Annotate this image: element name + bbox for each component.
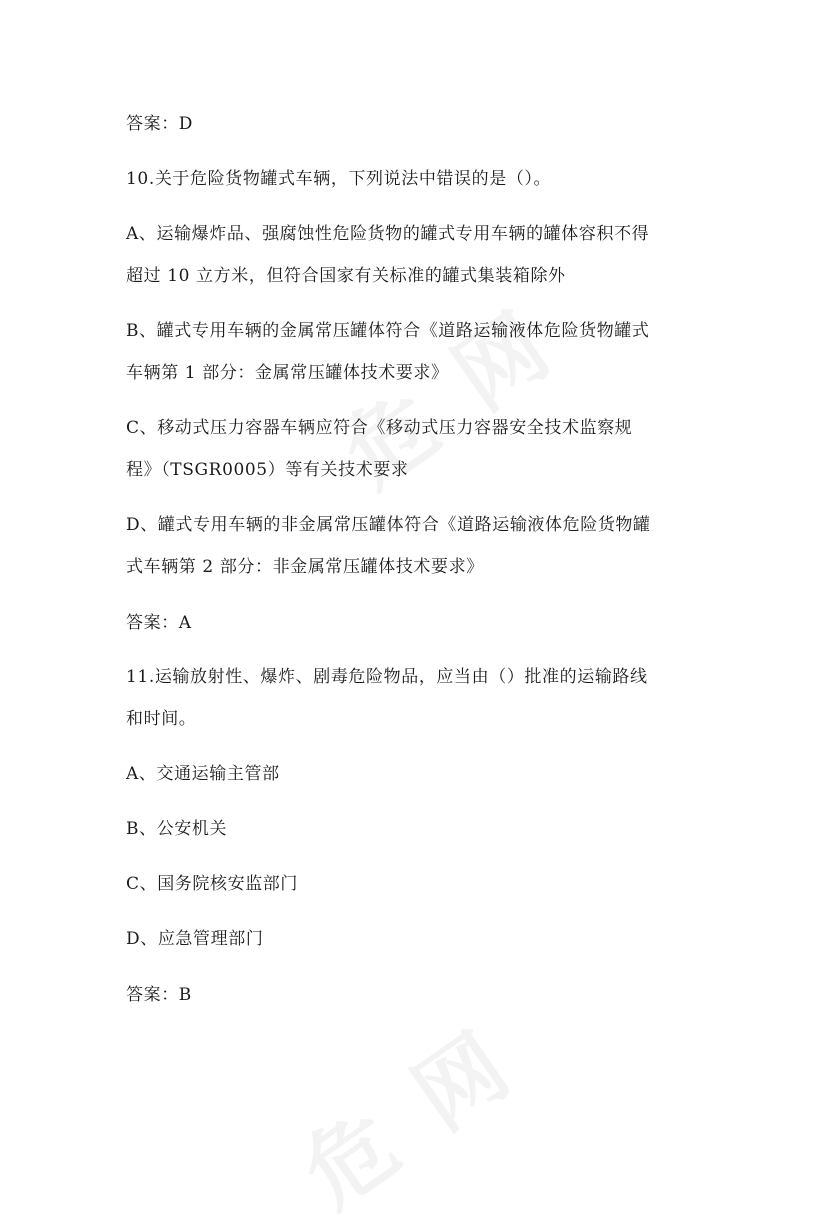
option-b: 车辆第 1 部分：金属常压罐体技术要求》 bbox=[126, 363, 449, 383]
option-a: A、运输爆炸品、强腐蚀性危险货物的罐式专用车辆的罐体容积不得 bbox=[126, 224, 650, 244]
watermark bbox=[275, 995, 536, 1231]
question-stem: 11.运输放射性、爆炸、剧毒危险物品，应当由（）批准的运输路线 bbox=[126, 667, 648, 687]
question-stem: 和时间。 bbox=[126, 709, 197, 729]
option-b: B、公安机关 bbox=[126, 819, 228, 839]
option-c: C、国务院核安监部门 bbox=[126, 874, 299, 894]
answer-text: 答案：D bbox=[126, 114, 194, 134]
option-d: D、应急管理部门 bbox=[126, 929, 264, 949]
option-d: 式车辆第 2 部分：非金属常压罐体技术要求》 bbox=[126, 557, 484, 577]
answer-text: 答案：B bbox=[126, 985, 192, 1005]
question-stem: 10.关于危险货物罐式车辆，下列说法中错误的是（）。 bbox=[126, 169, 552, 189]
option-b: B、罐式专用车辆的金属常压罐体符合《道路运输液体危险货物罐式 bbox=[126, 321, 650, 341]
option-a: 超过 10 立方米，但符合国家有关标准的罐式集装箱除外 bbox=[126, 266, 566, 286]
option-c: 程》（TSGR0005）等有关技术要求 bbox=[126, 460, 409, 480]
option-c: C、移动式压力容器车辆应符合《移动式压力容器安全技术监察规 bbox=[126, 418, 633, 438]
answer-text: 答案：A bbox=[126, 613, 192, 633]
option-a: A、交通运输主管部 bbox=[126, 764, 280, 784]
option-d: D、罐式专用车辆的非金属常压罐体符合《道路运输液体危险货物罐 bbox=[126, 515, 651, 535]
